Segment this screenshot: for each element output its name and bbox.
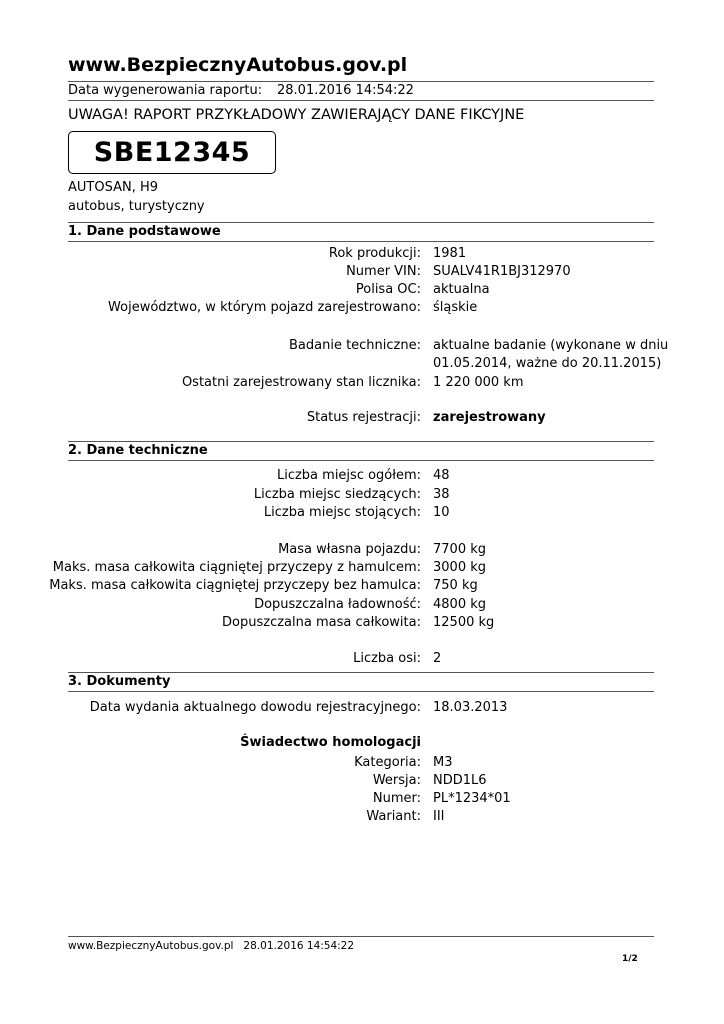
field-label: Liczba miejsc stojących: (263, 505, 421, 520)
divider (68, 441, 654, 442)
section-title-basic: 1. Dane podstawowe (68, 224, 221, 239)
vehicle-make-model: AUTOSAN, H9 (68, 180, 159, 195)
vehicle-type: autobus, turystyczny (68, 199, 205, 214)
field-label: Numer VIN: (346, 264, 421, 279)
field-label: Dopuszczalna ładowność: (254, 597, 421, 612)
field-label: Ostatni zarejestrowany stan licznika: (181, 375, 421, 390)
homologation-title: Świadectwo homologacji (240, 735, 421, 750)
footer-divider (68, 936, 654, 937)
field-value: 48 (433, 468, 450, 483)
generated-label: Data wygenerowania raportu: (68, 83, 263, 98)
field-label: Liczba miejsc ogółem: (276, 468, 421, 483)
field-label: Liczba miejsc siedzących: (253, 487, 421, 502)
field-label: Data wydania aktualnego dowodu rejestracyjnego: (89, 700, 421, 715)
site-title: www.BezpiecznyAutobus.gov.pl (68, 54, 408, 76)
sample-warning: UWAGA! RAPORT PRZYKŁADOWY ZAWIERAJĄCY DANE FIKCYJNE (68, 107, 525, 123)
divider (68, 222, 654, 223)
registration-status: zarejestrowany (433, 410, 546, 425)
page-number: 1/2 (622, 954, 638, 964)
field-value: 4800 kg (433, 597, 486, 612)
field-value: 750 kg (433, 578, 478, 593)
divider (68, 460, 654, 461)
divider (68, 100, 654, 101)
field-value: PL*1234*01 (433, 791, 511, 806)
field-label: Polisa OC: (355, 282, 421, 297)
field-label: Województwo, w którym pojazd zarejestrowano: (108, 300, 421, 315)
field-label: Dopuszczalna masa całkowita: (222, 615, 421, 630)
field-label: Badanie techniczne: (288, 338, 421, 353)
section-title-documents: 3. Dokumenty (68, 674, 171, 689)
field-label: Wariant: (366, 809, 421, 824)
field-value: 18.03.2013 (433, 700, 508, 715)
field-value: M3 (433, 755, 453, 770)
field-value-continued: 01.05.2014, ważne do 20.11.2015) (433, 356, 662, 371)
field-value: 1 220 000 km (433, 375, 524, 390)
field-label: Maks. masa całkowita ciągniętej przyczepy bez hamulca: (49, 578, 421, 593)
field-value: 38 (433, 487, 450, 502)
field-value: aktualna (433, 282, 490, 297)
license-plate: SBE12345 (68, 131, 276, 174)
vehicle-description (68, 178, 205, 216)
divider (68, 691, 654, 692)
field-value: SUALV41R1BJ312970 (433, 264, 571, 279)
field-label: Liczba osi: (353, 651, 421, 666)
field-label: Maks. masa całkowita ciągniętej przyczepy z hamulcem: (52, 560, 421, 575)
divider (68, 241, 654, 242)
footer-text: www.BezpiecznyAutobus.gov.pl 28.01.2016 14:54:22 (68, 940, 355, 952)
field-label: Status rejestracji: (306, 410, 421, 425)
field-label: Masa własna pojazdu: (278, 542, 421, 557)
field-label: Wersja: (372, 773, 421, 788)
field-value: aktualne badanie (wykonane w dniu (433, 338, 669, 353)
section-title-technical: 2. Dane techniczne (68, 443, 208, 458)
field-value: śląskie (433, 300, 478, 315)
field-value: 7700 kg (433, 542, 486, 557)
field-label: Rok produkcji: (328, 246, 421, 261)
field-value: 10 (433, 505, 450, 520)
field-value: 2 (433, 651, 442, 666)
field-value: III (433, 809, 445, 824)
field-label: Kategoria: (354, 755, 421, 770)
divider (68, 672, 654, 673)
field-value: 3000 kg (433, 560, 486, 575)
field-label: Numer: (372, 791, 421, 806)
divider (68, 81, 654, 82)
field-value: 1981 (433, 246, 467, 261)
generated-value: 28.01.2016 14:54:22 (277, 83, 414, 98)
field-value: NDD1L6 (433, 773, 487, 788)
field-value: 12500 kg (433, 615, 495, 630)
